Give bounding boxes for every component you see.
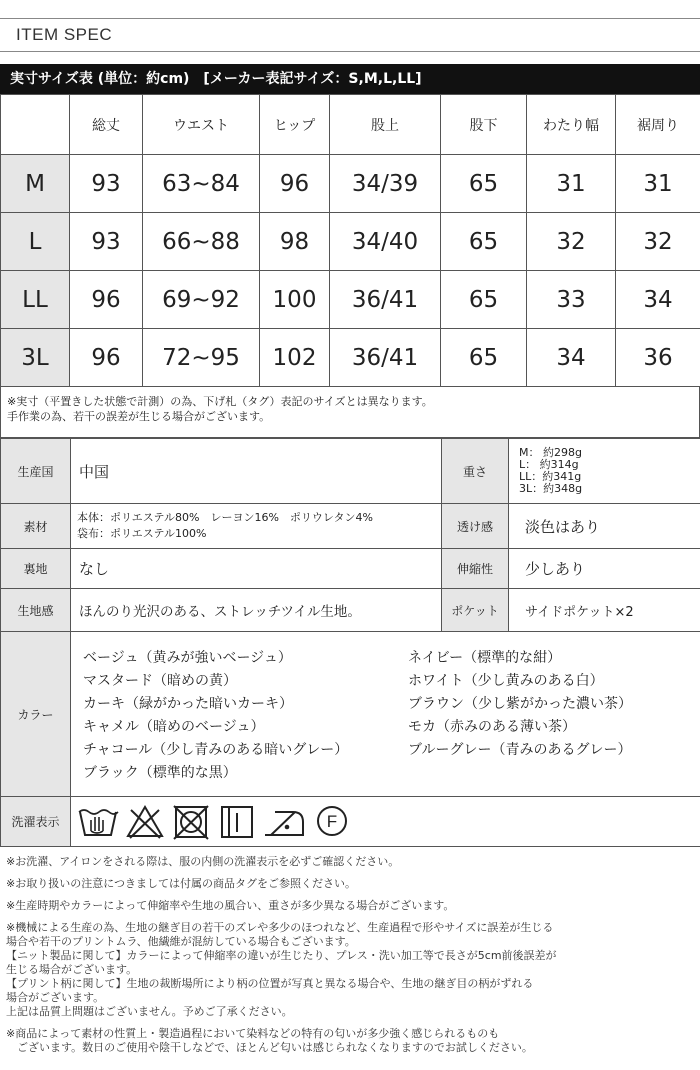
color-item: チャコール（少し青みのある暗いグレー） <box>83 741 349 758</box>
footnote: 生じる場合がございます。 <box>6 963 138 976</box>
table-cell: 31 <box>616 155 700 213</box>
spec-label: 洗濯表示 <box>1 797 71 847</box>
dry-clean-f-mark: F <box>326 811 338 831</box>
weight-values <box>509 439 700 504</box>
hand-wash-icon <box>77 804 119 840</box>
spec-label: 裏地 <box>1 549 71 589</box>
footnote: 場合や若干のプリントムラ、他繊維が混紡している場合もございます。 <box>6 935 356 948</box>
origin-value: 中国 <box>71 439 442 504</box>
table-cell: 93 <box>70 213 143 271</box>
color-item: ブラウン（少し紫がかった濃い茶） <box>408 695 632 712</box>
material-value <box>71 504 442 549</box>
spec-label: ポケット <box>442 589 509 632</box>
footnote: ございます。数日のご使用や陰干しなどで、ほとんど匂いは感じられなくなりますのでお試しください。 <box>6 1041 533 1054</box>
footnote: 【ニット製品に関して】カラーによって伸縮率の違いが生じたり、プレス・洗い加工等で長さが5cm前後誤差が <box>6 949 557 962</box>
size-table-header-row <box>1 95 700 155</box>
table-cell: 34/39 <box>330 155 441 213</box>
note-line: ※実寸（平置きした状態で計測）の為、下げ札（タグ）表記のサイズとは異なります。 <box>7 395 433 408</box>
table-cell: 66~88 <box>143 213 260 271</box>
color-item: マスタード（暗めの黄） <box>83 672 237 689</box>
color-item: カーキ（緑がかった暗いカーキ） <box>83 695 293 712</box>
corner-diagonal-cell <box>1 95 70 155</box>
table-row <box>1 155 700 213</box>
spec-label: 生地感 <box>1 589 71 632</box>
color-item: ブラック（標準的な黒） <box>83 764 237 781</box>
pocket-value: サイドポケット×2 <box>509 589 700 632</box>
footnote: ※機械による生産の為、生地の継ぎ目の若干のズレや多少のほつれなど、生産過程で形やサイズに誤差が生じる <box>6 921 554 934</box>
stretch-value: 少しあり <box>509 549 700 589</box>
table-cell: 65 <box>441 271 527 329</box>
color-item: キャメル（暗めのベージュ） <box>83 718 265 735</box>
table-cell: 65 <box>441 329 527 387</box>
table-cell: 96 <box>260 155 330 213</box>
footnote: ※お取り扱いの注意につきましては付属の商品タグをご参照ください。 <box>6 877 356 890</box>
spec-label: 素材 <box>1 504 71 549</box>
table-cell: 36/41 <box>330 329 441 387</box>
spec-row-colors <box>1 632 700 797</box>
table-cell: 65 <box>441 213 527 271</box>
table-cell: 63~84 <box>143 155 260 213</box>
footnote: ※商品によって素材の性質上・製造過程において染料などの特有の匂いが多少強く感じられるものも <box>6 1027 500 1040</box>
footnote: ※生産時期やカラーによって伸縮率や生地の風合い、重さが多少異なる場合がございます。 <box>6 899 455 912</box>
column-header: 総丈 <box>70 95 143 155</box>
texture-value: ほんのり光沢のある、ストレッチツイル生地。 <box>71 589 442 632</box>
wash-icons-cell <box>71 797 700 847</box>
footnote: 【プリント柄に関して】生地の裁断場所により柄の位置が写真と異なる場合や、生地の継ぎ目の柄がずれる <box>6 977 534 990</box>
spec-row-texture <box>1 589 700 632</box>
column-header: ヒップ <box>260 95 330 155</box>
table-cell: 96 <box>70 271 143 329</box>
table-cell: 34 <box>527 329 616 387</box>
column-header: 股上 <box>330 95 441 155</box>
weight-line: LL：約341g <box>519 470 582 483</box>
spec-table <box>0 438 700 847</box>
table-cell: 32 <box>616 213 700 271</box>
color-item: モカ（赤みのある薄い茶） <box>408 718 576 735</box>
table-cell: 65 <box>441 155 527 213</box>
no-tumble-dry-icon <box>171 804 211 840</box>
section-header <box>0 18 700 52</box>
spec-label: 生産国 <box>1 439 71 504</box>
table-cell: 36/41 <box>330 271 441 329</box>
size-label: 3L <box>1 329 70 387</box>
table-cell: 72~95 <box>143 329 260 387</box>
spec-row-lining <box>1 549 700 589</box>
table-cell: 100 <box>260 271 330 329</box>
color-item: ベージュ（黄みが強いベージュ） <box>83 649 292 666</box>
table-cell: 98 <box>260 213 330 271</box>
section-title: ITEM SPEC <box>16 25 113 44</box>
spec-row-origin <box>1 439 700 504</box>
size-label: L <box>1 213 70 271</box>
table-cell: 69~92 <box>143 271 260 329</box>
weight-line: M： 約298g <box>519 446 582 459</box>
wash-icons <box>71 804 700 840</box>
weight-line: L： 約314g <box>519 458 579 471</box>
material-line: 本体：ポリエステル80% レーヨン16% ポリウレタン4% <box>77 511 373 524</box>
table-cell: 34 <box>616 271 700 329</box>
table-cell: 96 <box>70 329 143 387</box>
footnote: 場合がございます。 <box>6 991 105 1004</box>
table-cell: 93 <box>70 155 143 213</box>
low-iron-icon <box>263 804 307 840</box>
table-cell: 32 <box>527 213 616 271</box>
size-table-title: 実寸サイズ表 (単位：約cm) [メーカー表記サイズ：S,M,L,LL] <box>0 64 700 94</box>
column-header: 裾周り <box>616 95 700 155</box>
size-table <box>0 94 700 387</box>
spec-label: 透け感 <box>442 504 509 549</box>
table-row <box>1 271 700 329</box>
footnotes <box>0 855 700 1055</box>
table-cell: 36 <box>616 329 700 387</box>
line-dry-icon <box>217 804 257 840</box>
table-cell: 33 <box>527 271 616 329</box>
dry-clean-f-icon <box>313 804 351 840</box>
lining-value: なし <box>71 549 442 589</box>
size-table-note <box>0 386 700 438</box>
weight-line: 3L：約348g <box>519 482 583 495</box>
column-header: ウエスト <box>143 95 260 155</box>
spec-label: カラー <box>1 632 71 797</box>
table-row <box>1 213 700 271</box>
table-row <box>1 329 700 387</box>
footnote: ※お洗濯、アイロンをされる際は、服の内側の洗濯表示を必ずご確認ください。 <box>6 855 400 868</box>
no-bleach-icon <box>125 804 165 840</box>
size-label: LL <box>1 271 70 329</box>
color-list-cell <box>71 632 700 797</box>
spec-label: 重さ <box>442 439 509 504</box>
color-item: ネイビー（標準的な紺） <box>408 649 562 666</box>
footnote: 上記は品質上問題はございません。予めご了承ください。 <box>6 1005 293 1018</box>
size-label: M <box>1 155 70 213</box>
color-list <box>81 639 692 790</box>
spec-row-wash <box>1 797 700 847</box>
spec-row-material <box>1 504 700 549</box>
table-cell: 102 <box>260 329 330 387</box>
note-line: 手作業の為、若干の誤差が生じる場合がございます。 <box>7 410 271 423</box>
table-cell: 31 <box>527 155 616 213</box>
spec-label: 伸縮性 <box>442 549 509 589</box>
color-item: ブルーグレー（青みのあるグレー） <box>408 741 632 758</box>
table-cell: 34/40 <box>330 213 441 271</box>
material-line: 袋布：ポリエステル100% <box>77 527 207 540</box>
color-item: ホワイト（少し黄みのある白） <box>408 672 604 689</box>
sheer-value: 淡色はあり <box>509 504 700 549</box>
column-header: 股下 <box>441 95 527 155</box>
column-header: わたり幅 <box>527 95 616 155</box>
